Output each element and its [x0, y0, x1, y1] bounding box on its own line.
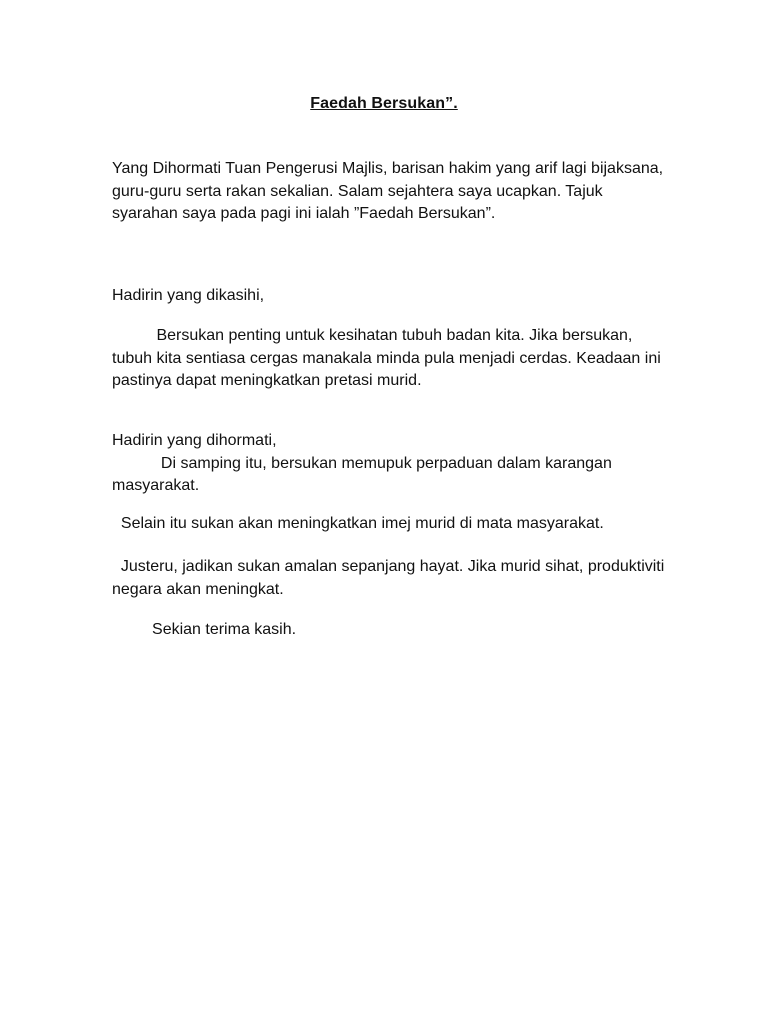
- body-paragraph-health: Bersukan penting untuk kesihatan tubuh badan kita. Jika bersukan, tubuh kita sentiasa cergas manakala minda pula menjadi cerdas. Keadaan ini pastinya dapat meningkatkan pretasi murid.: [112, 327, 666, 389]
- body-paragraph-conclusion: Justeru, jadikan sukan amalan sepanjang hayat. Jika murid sihat, produktiviti negara akan meningkat.: [112, 558, 669, 598]
- closing-paragraph: Sekian terima kasih.: [112, 621, 297, 638]
- greeting-paragraph: Hadirin yang dikasihi,: [112, 287, 265, 304]
- opening-paragraph: Yang Dihormati Tuan Pengerusi Majlis, barisan hakim yang arif lagi bijaksana, guru-guru serta rakan sekalian. Salam sejahtera saya ucapkan. Tajuk syarahan saya pada pagi ini ialah ”Faedah Bersukan”.: [112, 160, 668, 222]
- body-paragraph-image: Selain itu sukan akan meningkatkan imej murid di mata masyarakat.: [112, 515, 604, 532]
- body-paragraph-unity: Hadirin yang dihormati, Di samping itu, bersukan memupuk perpaduan dalam karangan masyarakat.: [112, 432, 612, 494]
- document-title: Faedah Bersukan”.: [310, 95, 458, 112]
